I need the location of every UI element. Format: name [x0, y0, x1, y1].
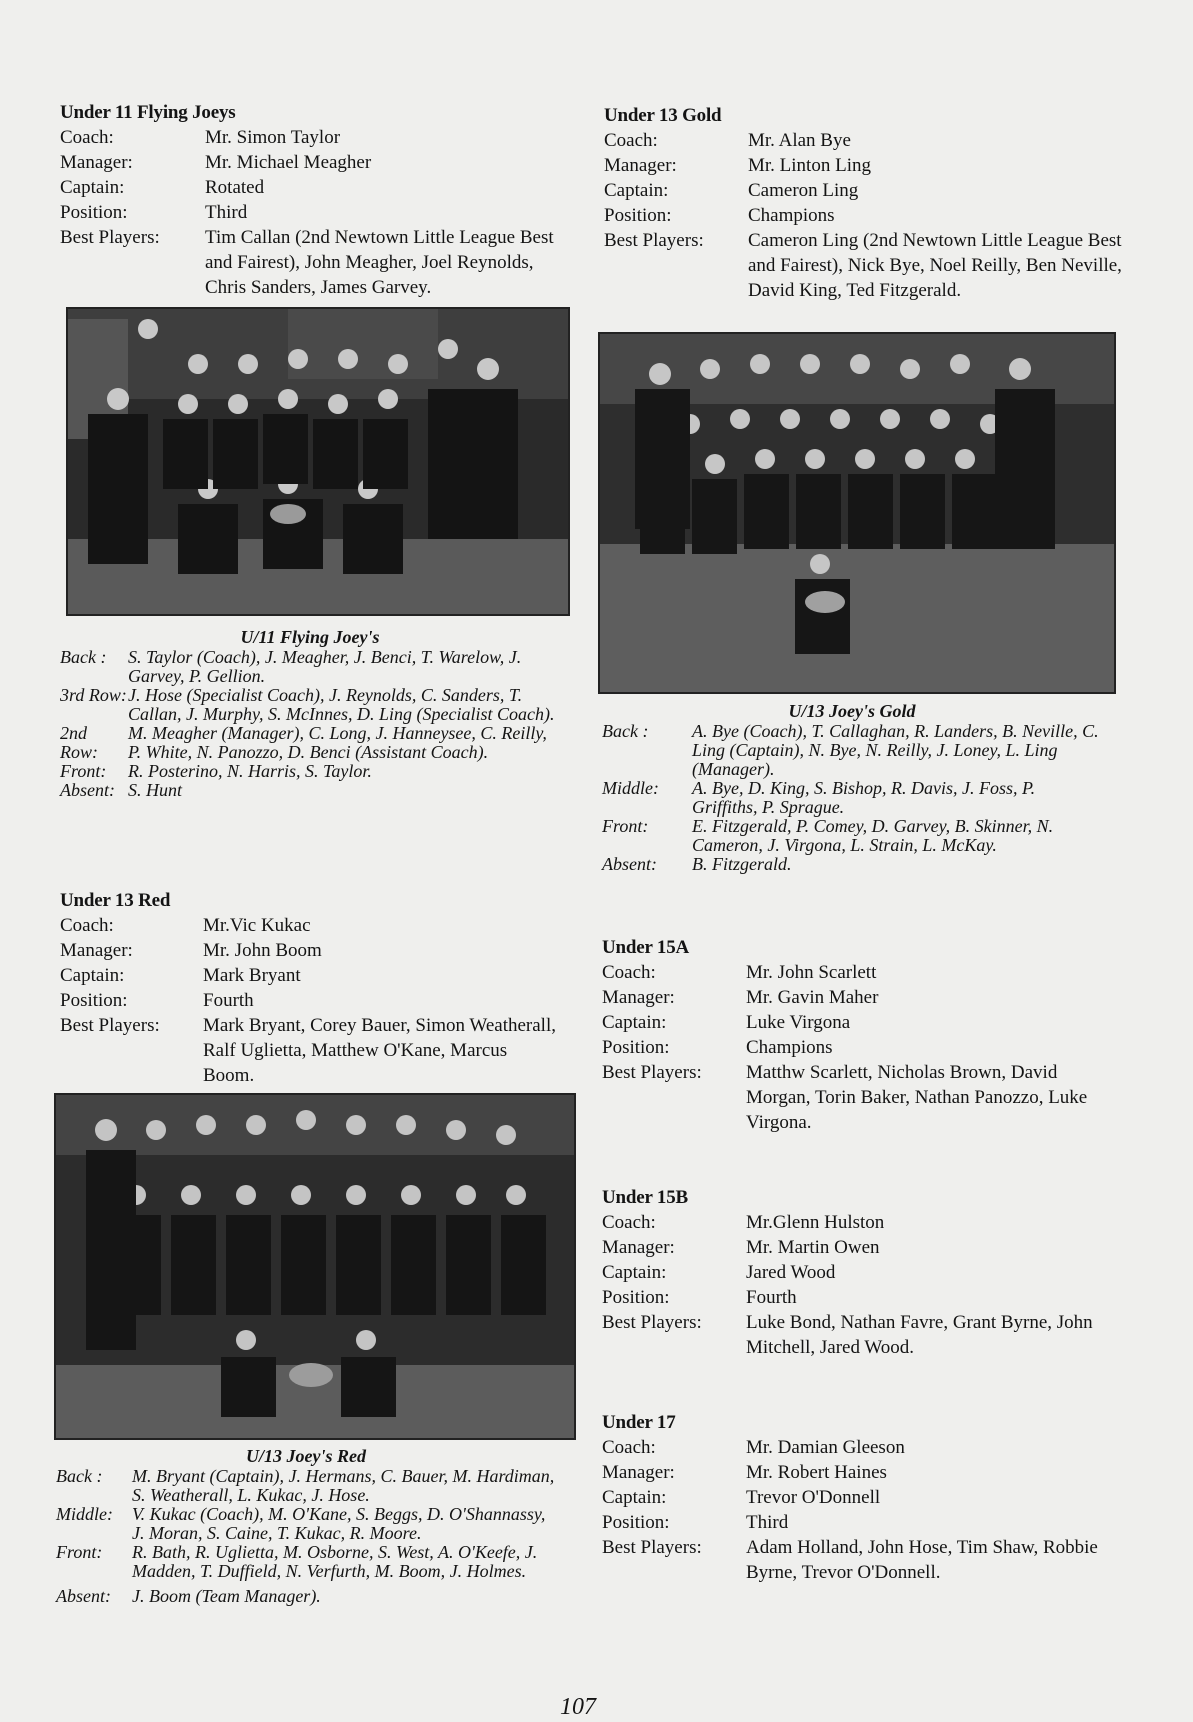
page-number: 107	[560, 1694, 596, 1720]
caption-row: 3rd Row: J. Hose (Specialist Coach), J. Reynolds, C. Sanders, T. Callan, J. Murphy, S. McInnes, D. Ling (Specialist Coach).	[60, 685, 555, 724]
team-u11	[60, 100, 560, 300]
team-title: Under 13 Red	[60, 890, 171, 911]
team-title: Under 17	[602, 1412, 676, 1433]
team-u17	[602, 1410, 1122, 1585]
team-row: Manager: Mr. Martin Owen	[602, 1237, 880, 1258]
team-row: Coach: Mr. Damian Gleeson	[602, 1437, 905, 1458]
team-row: Best Players: Luke Bond, Nathan Favre, Grant Byrne, John Mitchell, Jared Wood.	[602, 1312, 1093, 1358]
caption-title: U/11 Flying Joey's	[240, 627, 380, 647]
team-row: Position: Champions	[602, 1037, 833, 1058]
team-row: Captain: Luke Virgona	[602, 1012, 851, 1033]
team-row: Position: Fourth	[602, 1287, 797, 1308]
caption-row: Front: R. Bath, R. Uglietta, M. Osborne, S. West, A. O'Keefe, J. Madden, T. Duffield, N. Verfurth, M. Boom, J. Holmes.	[56, 1542, 538, 1581]
team-title: Under 15B	[602, 1187, 689, 1208]
team-row: Captain: Cameron Ling	[604, 180, 859, 201]
team-row: Coach: Mr. John Scarlett	[602, 962, 877, 983]
caption-title: U/13 Joey's Gold	[788, 701, 916, 721]
team-row: Manager: Mr. Robert Haines	[602, 1462, 887, 1483]
team-row: Best Players: Cameron Ling (2nd Newtown Little League Best and Fairest), Nick Bye, Noel Reilly, Ben Neville, David King, Ted Fitzgerald.	[604, 230, 1122, 301]
caption-u11	[60, 628, 560, 800]
caption-row: 2nd Row: M. Meagher (Manager), C. Long, J. Hanneysee, C. Reilly, P. White, N. Panozzo, D. Benci (Assistant Coach).	[60, 723, 547, 762]
team-title: Under 15A	[602, 937, 690, 958]
caption-row: Absent: J. Boom (Team Manager).	[56, 1586, 321, 1606]
team-photo-u13-gold	[598, 332, 1116, 694]
team-photo-u13-red	[54, 1093, 576, 1440]
caption-title: U/13 Joey's Red	[246, 1446, 366, 1466]
team-row: Coach: Mr. Alan Bye	[604, 130, 851, 151]
team-u15a	[602, 935, 1122, 1135]
team-row: Manager: Mr. Gavin Maher	[602, 987, 879, 1008]
team-row: Captain: Rotated	[60, 177, 265, 198]
caption-row: Front: R. Posterino, N. Harris, S. Taylor.	[60, 761, 372, 781]
caption-row: Absent: B. Fitzgerald.	[602, 854, 792, 874]
team-title: Under 11 Flying Joeys	[60, 102, 236, 123]
caption-row: Front: E. Fitzgerald, P. Comey, D. Garvey, B. Skinner, N. Cameron, J. Virgona, L. Strain, L. McKay.	[602, 816, 1054, 855]
team-row: Captain: Trevor O'Donnell	[602, 1487, 881, 1508]
team-row: Best Players: Adam Holland, John Hose, Tim Shaw, Robbie Byrne, Trevor O'Donnell.	[602, 1537, 1098, 1583]
caption-u13-red	[56, 1447, 556, 1606]
caption-row: Back : M. Bryant (Captain), J. Hermans, C. Bauer, M. Hardiman, S. Weatherall, L. Kukac, J. Hose.	[56, 1466, 555, 1505]
team-row: Manager: Mr. John Boom	[60, 940, 322, 961]
caption-u13-gold	[602, 702, 1102, 874]
team-row: Position: Third	[602, 1512, 789, 1533]
team-row: Captain: Mark Bryant	[60, 965, 301, 986]
team-row: Coach: Mr. Simon Taylor	[60, 127, 341, 148]
team-row: Position: Third	[60, 202, 248, 223]
team-photo-u11	[66, 307, 570, 616]
team-u13-red	[60, 888, 560, 1088]
team-u13-gold	[604, 103, 1124, 303]
team-row: Best Players: Tim Callan (2nd Newtown Little League Best and Fairest), John Meagher, Joel Reynolds, Chris Sanders, James Garvey.	[60, 227, 554, 298]
team-row: Position: Champions	[604, 205, 835, 226]
team-u15b	[602, 1185, 1122, 1360]
team-title: Under 13 Gold	[604, 105, 722, 126]
caption-row: Back : A. Bye (Coach), T. Callaghan, R. Landers, B. Neville, C. Ling (Captain), N. Bye, N. Reilly, J. Loney, L. Ling (Manager).	[602, 721, 1099, 779]
team-row: Coach: Mr.Vic Kukac	[60, 915, 311, 936]
team-row: Best Players: Matthw Scarlett, Nicholas Brown, David Morgan, Torin Baker, Nathan Panozzo, Luke Virgona.	[602, 1062, 1088, 1133]
team-row: Manager: Mr. Linton Ling	[604, 155, 871, 176]
caption-row: Middle: V. Kukac (Coach), M. O'Kane, S. Beggs, D. O'Shannassy, J. Moran, S. Caine, T. Kukac, R. Moore.	[56, 1504, 546, 1543]
caption-row: Absent: S. Hunt	[60, 780, 182, 800]
team-row: Best Players: Mark Bryant, Corey Bauer, Simon Weatherall, Ralf Uglietta, Matthew O'Kane, Marcus Boom.	[60, 1015, 556, 1086]
caption-row: Back : S. Taylor (Coach), J. Meagher, J. Benci, T. Warelow, J. Garvey, P. Gellion.	[60, 647, 522, 686]
team-row: Coach: Mr.Glenn Hulston	[602, 1212, 885, 1233]
team-row: Manager: Mr. Michael Meagher	[60, 152, 372, 173]
team-row: Position: Fourth	[60, 990, 254, 1011]
caption-row: Middle: A. Bye, D. King, S. Bishop, R. Davis, J. Foss, P. Griffiths, P. Sprague.	[602, 778, 1036, 817]
team-row: Captain: Jared Wood	[602, 1262, 836, 1283]
